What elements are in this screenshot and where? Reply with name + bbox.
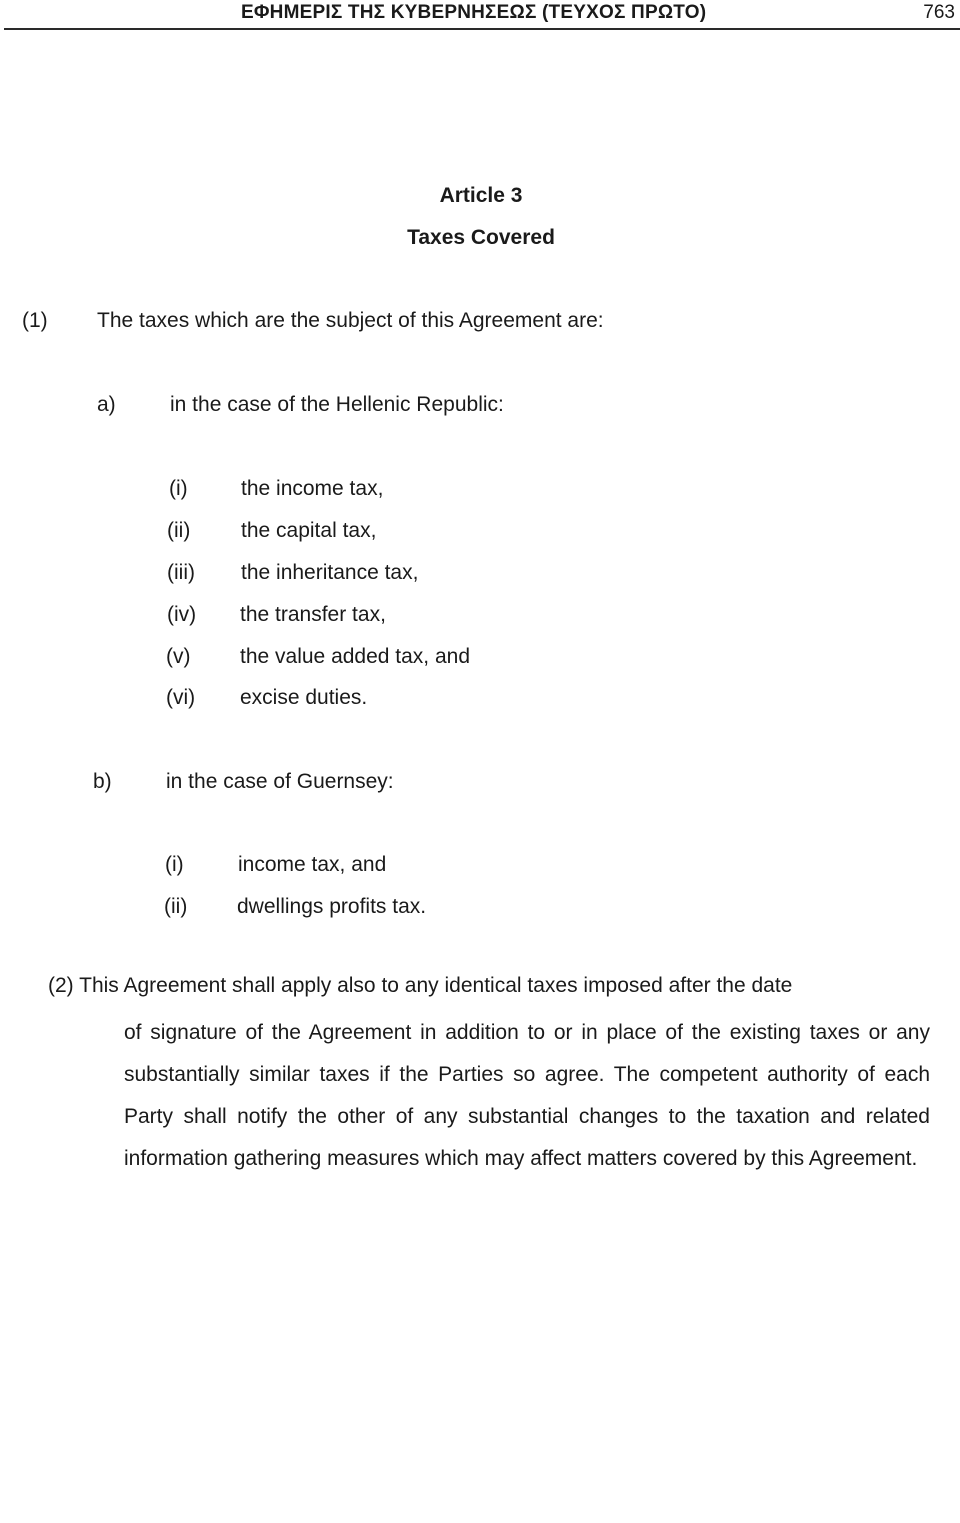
- case-b-text: in the case of Guernsey:: [166, 770, 394, 793]
- section-2-paragraph: of signature of the Agreement in addition to or in place of the existing taxes or any substantially similar taxes if the Parties so agree. The competent authority of each Party shall notify the other of any substantial changes to the taxation and related information gathering measures which may affect matters covered by this Agreement.: [124, 1021, 930, 1170]
- list-item-text: the inheritance tax,: [241, 561, 419, 584]
- list-item-marker: (vi): [166, 686, 196, 709]
- gazette-title: ΕΦΗΜΕΡΙΣ ΤΗΣ ΚΥΒΕΡΝΗΣΕΩΣ (ΤΕΥΧΟΣ ΠΡΩΤΟ): [241, 2, 707, 23]
- list-item-marker: (i): [165, 853, 184, 876]
- list-item-marker: (ii): [164, 895, 188, 918]
- article-number: Article 3: [439, 184, 523, 207]
- list-item-marker: (v): [166, 645, 191, 668]
- section-1-marker: (1): [22, 309, 48, 332]
- list-item-text: dwellings profits tax.: [237, 895, 427, 918]
- section-1-text: The taxes which are the subject of this Agreement are:: [97, 309, 604, 332]
- list-item-text: the transfer tax,: [240, 603, 386, 626]
- list-item-text: the income tax,: [241, 477, 384, 500]
- case-a-marker: a): [97, 393, 116, 416]
- article-title: Taxes Covered: [407, 226, 555, 249]
- list-item-marker: (ii): [167, 519, 191, 542]
- case-a-text: in the case of the Hellenic Republic:: [170, 393, 504, 416]
- list-item-text: the value added tax, and: [240, 645, 471, 668]
- list-item-text: the capital tax,: [241, 519, 377, 542]
- list-item-text: excise duties.: [240, 686, 368, 709]
- list-item-marker: (iii): [167, 561, 195, 584]
- list-item-marker: (iv): [167, 603, 197, 626]
- section-2-first-line: (2) This Agreement shall apply also to any identical taxes imposed after the date: [48, 974, 793, 997]
- header-divider: [4, 28, 960, 30]
- page-number: 763: [923, 2, 955, 23]
- list-item-text: income tax, and: [238, 853, 387, 876]
- case-b-marker: b): [93, 770, 112, 793]
- page-header: [0, 0, 960, 30]
- list-item-marker: (i): [169, 477, 188, 500]
